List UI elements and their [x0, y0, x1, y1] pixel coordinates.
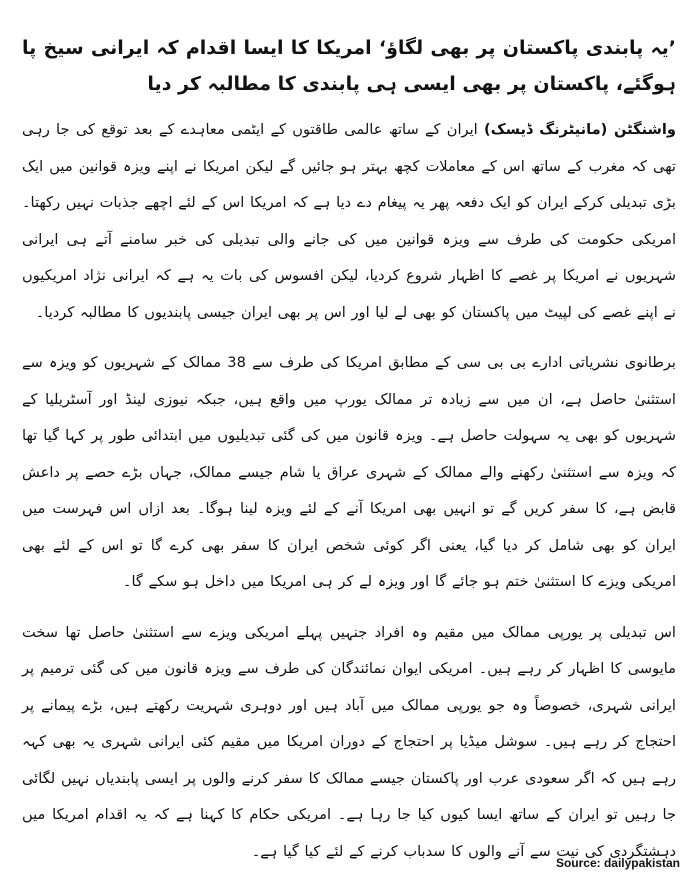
article-headline: ’یہ پابندی پاکستان پر بھی لگاؤ‘ امریکا کا ایسا اقدام کہ ایرانی سیخ پا ہوگئے، پاکستان پر بھی ایسی ہی پابندی کا مطالبہ کر دیا — [22, 37, 676, 95]
article-paragraph-1 — [22, 112, 676, 331]
article-dateline: واشنگٹن (مانیٹرنگ ڈیسک) — [484, 121, 676, 138]
article-paragraph-2: برطانوی نشریاتی ادارے بی بی سی کے مطابق امریکا کی طرف سے 38 ممالک کے شہریوں کو ویزہ سے استثنیٰ حاصل ہے، ان میں سے زیادہ تر ممالک یورپ میں واقع ہیں، جبکہ نیوزی لینڈ اور آسٹریلیا کے شہریوں کو بھی یہ سہولت حاصل ہے۔ ویزہ قانون میں کی گئی تبدیلیوں میں ابتدائی طور پر کہا گیا تھا کہ ویزہ سے استثنیٰ رکھنے والے ممالک کے شہری عراق یا شام جیسے ممالک، جہاں بڑے حصے پر داعش قابض ہے، کا سفر کریں گے تو انہیں بھی امریکا آنے کے لئے ویزہ لینا ہوگا۔ بعد ازاں اس فہرست میں ایران کو بھی شامل کر دیا گیا، یعنی اگر کوئی شخص ایران کا سفر بھی کرے گا تو اس کے لئے بھی امریکی ویزے کا استثنیٰ ختم ہو جائے گا اور ویزہ لے کر ہی امریکا میں داخل ہو سکے گا۔ — [22, 354, 676, 590]
article-paragraph-1-text: ایران کے ساتھ عالمی طاقتوں کے ایٹمی معاہدے کے بعد توقع کی جا رہی تھی کہ مغرب کے ساتھ اس کے معاملات کچھ بہتر ہو جائیں گے لیکن امریکا نے اپنے ویزہ قوانین میں ایک بڑی تبدیلی کرکے ایران کو ایک دفعہ پھر یہ پیغام دے دیا ہے کہ امریکا اس کے لئے اچھے جذبات نہیں رکھتا۔ امریکی حکومت کی طرف سے ویزہ قوانین میں کی جانے والی تبدیلی کی خبر سامنے آتے ہی ایرانی شہریوں نے امریکا پر غصے کا اظہار شروع کردیا، لیکن افسوس کی بات یہ ہے کہ ایرانی نژاد امریکیوں نے اپنے غصے کی لپیٹ میں پاکستان کو بھی لے لیا اور اس پر بھی ایران جیسی پابندیوں کا مطالبہ کردیا۔ — [22, 121, 676, 321]
article-source: Source: dailypakistan — [555, 856, 680, 870]
article-paragraph-3: اس تبدیلی پر یورپی ممالک میں مقیم وہ افراد جنہیں پہلے امریکی ویزے سے استثنیٰ حاصل تھا سخت مایوسی کا اظہار کر رہے ہیں۔ امریکی ایوان نمائندگان کی طرف سے ویزہ قانون میں کی گئی ترمیم پر ایرانی شہری، خصوصاً وہ جو یورپی ممالک میں آباد ہیں اور دوہری شہریت رکھتے ہیں، بڑے پیمانے پر احتجاج کر رہے ہیں۔ سوشل میڈیا پر احتجاج کے دوران امریکا میں مقیم کئی ایرانی شہری یہ بھی کہہ رہے ہیں کہ اگر سعودی عرب اور پاکستان جیسے ممالک کا سفر کرنے والوں پر ایسی پابندیاں نہیں لگائی جا رہیں تو ایران کے ساتھ ایسا کیوں کیا جا رہا ہے۔ امریکی حکام کا کہنا ہے کہ یہ اقدام امریکا میں دہشتگردی کی نیت سے آنے والوں کا سدباب کرنے کے لئے کیا گیا ہے۔ — [22, 623, 676, 860]
